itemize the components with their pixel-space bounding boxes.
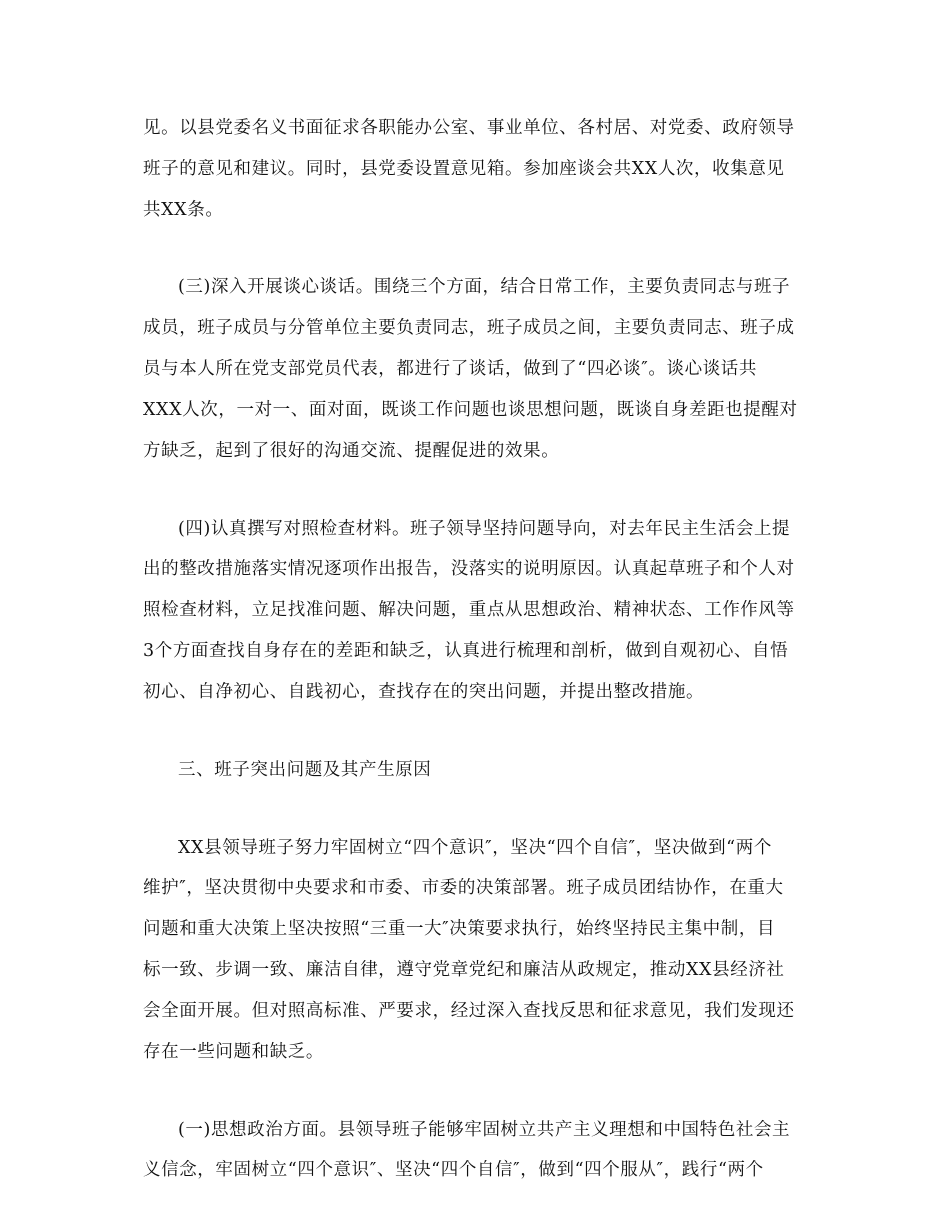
text-line: 会全面开展。但对照高标准、严要求，经过深入查找反思和征求意见，我们发现还 [143, 1001, 795, 1021]
text-line: 问题和重大决策上坚决按照“三重一大″决策要求执行，始终坚持民主集中制，目 [143, 919, 776, 939]
section-heading: 三、班子突出问题及其产生原因 [178, 760, 432, 780]
text-line: 初心、自净初心、自践初心，查找存在的突出问题，并提出整改措施。 [143, 682, 705, 702]
text-line: XXX人次，一对一、面对面，既谈工作问题也谈思想问题，既谈自身差距也提醒对 [143, 400, 798, 420]
text-line: 标一致、步调一致、廉洁自律，遵守党章党纪和廉洁从政规定，推动XX县经济社 [143, 960, 785, 980]
text-line: 成员，班子成员与分管单位主要负责同志，班子成员之间，主要负责同志、班子成 [143, 318, 795, 338]
text-line: 出的整改措施落实情况逐项作出报告，没落实的说明原因。认真起草班子和个人对 [143, 559, 795, 579]
text-line: 共XX条。 [143, 200, 224, 220]
text-line: 维护″，坚决贯彻中央要求和市委、市委的决策部署。班子成员团结协作，在重大 [143, 878, 784, 898]
text-line: 方缺乏，起到了很好的沟通交流、提醒促进的效果。 [143, 441, 560, 461]
text-line: (一)思想政治方面。县领导班子能够牢固树立共产主义理想和中国特色社会主 [178, 1120, 791, 1140]
text-line: 3个方面查找自身存在的差距和缺乏，认真进行梳理和剖析，做到自观初心、自悟 [143, 641, 789, 661]
text-line: 存在一些问题和缺乏。 [143, 1042, 324, 1062]
text-line: (四)认真撰写对照检查材料。班子领导坚持问题导向，对去年民主生活会上提 [178, 519, 791, 539]
text-line: 见。以县党委名义书面征求各职能办公室、事业单位、各村居、对党委、政府领导 [143, 118, 795, 138]
text-line: (三)深入开展谈心谈话。围绕三个方面，结合日常工作，主要负责同志与班子 [178, 277, 791, 297]
text-line: 照检查材料，立足找准问题、解决问题，重点从思想政治、精神状态、工作作风等 [143, 600, 795, 620]
text-line: 员与本人所在党支部党员代表，都进行了谈话，做到了“四必谈″。谈心谈话共 [143, 359, 757, 379]
text-line: XX县领导班子努力牢固树立“四个意识″，坚决“四个自信″，坚决做到“两个 [178, 838, 772, 858]
text-line: 义信念，牢固树立“四个意识″、坚决“四个自信″，做到“四个服从″，践行“两个 [143, 1160, 764, 1180]
text-line: 班子的意见和建议。同时，县党委设置意见箱。参加座谈会共XX人次，收集意见 [143, 159, 785, 179]
